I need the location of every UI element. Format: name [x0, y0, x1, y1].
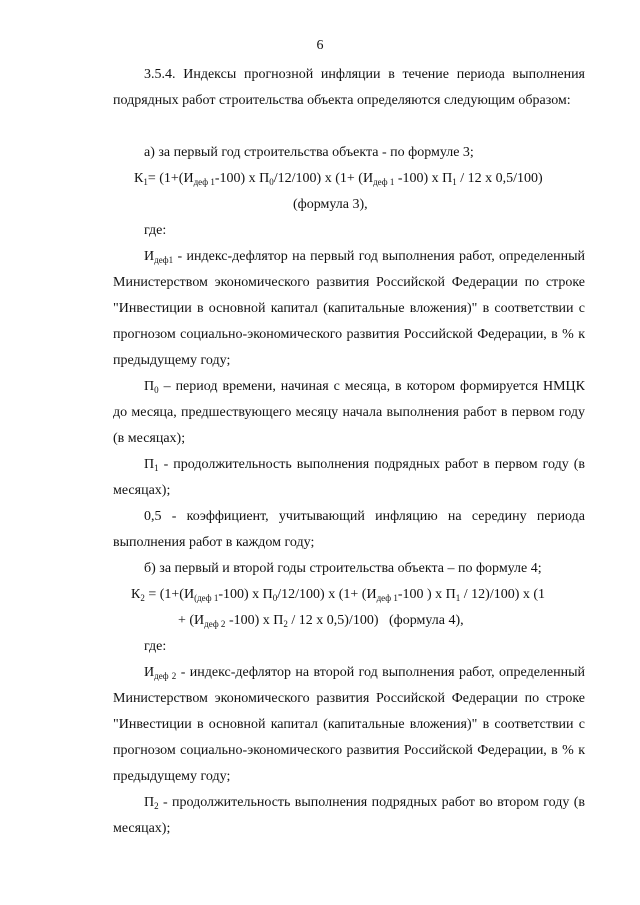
formula-4-label: (формула 4), [388, 613, 464, 628]
definition-i-def1: $И_{деф1}$ - индекс-дефлятор на первый год выполнения работ, определенный Министерством экономического развития Российской Федерации по строке "Инвестиции в основной капитал (капитальные вложения)" в соответствии с прогнозом социально-экономического развития Российской Федерации, в % к предыдущему году; [113, 249, 585, 368]
definition-p1: $П_1$ - продолжительность выполнения подрядных работ в первом году (в месяцах); [113, 457, 585, 498]
definition-i-def2: $И_{деф 2}$ - индекс-дефлятор на второй год выполнения работ, определенный Министерством экономического развития Российской Федерации по строке "Инвестиции в основной капитал (капитальные вложения)" в соответствии с прогнозом социально-экономического развития Российской Федерации, в % к предыдущему году; [113, 665, 586, 784]
definition-coefficient: 0,5 - коэффициент, учитывающий инфляцию на середину периода выполнения работ в каждом году; [113, 509, 585, 550]
formula-4-line-2: + ($И_{деф 2}$ -100) x $П_2 / 12$ x 0,5)/100) (формула 4), [178, 613, 464, 629]
where-label-2: где: [144, 639, 167, 654]
definition-p0: $П_0$ – период времени, начиная с месяца, в котором формируется НМЦК до месяца, предшествующего месяцу начала выполнения работ в первом году (в месяцах); [113, 379, 585, 446]
formula-3-label: (формула 3), [293, 197, 368, 212]
where-label-1: где: [144, 223, 167, 238]
formula-4-line-1: $К_2 = (1+(И_{(деф 1}-100)$ x $П_0/12/100$) x ($1+ (И_{деф 1}-100$ ) x $П_1 / 12)/100$) x (1 [131, 587, 546, 603]
item-b: б) за первый и второй годы строительства объекта – по формуле 4; [144, 561, 542, 576]
page-number: 6 [316, 38, 324, 53]
intro-paragraph: 3.5.4. Индексы прогнозной инфляции в течение периода выполнения подрядных работ строительства объекта определяются следующим образом: [113, 67, 585, 108]
item-a: а) за первый год строительства объекта - по формуле 3; [144, 145, 474, 160]
formula-3: $К_1= (1+(И_{деф 1}-100)$ x $П_0/12/100$) x ($1+ (И_{деф 1}$ -100) x $П_1 / 12$ x 0,5/100) [134, 171, 543, 187]
definition-p2: $П_2$ - продолжительность выполнения подрядных работ во втором году (в месяцах); [113, 795, 585, 836]
